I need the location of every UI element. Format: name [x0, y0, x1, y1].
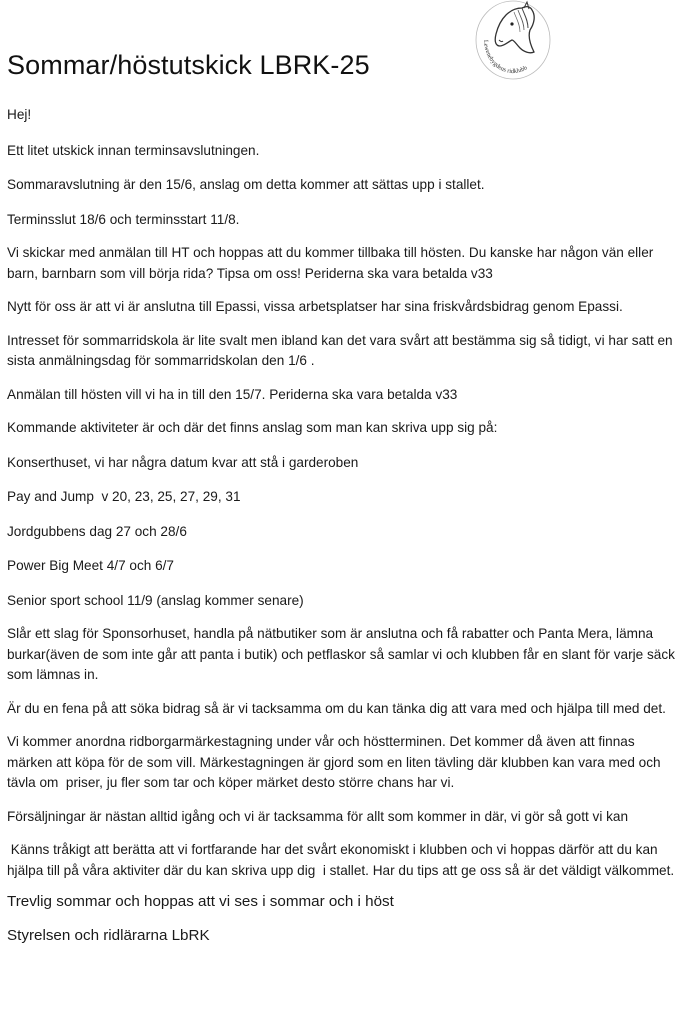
activity-konserthuset: Konserthuset, vi har några datum kvar att stå i garderoben — [7, 454, 359, 470]
paragraph-epassi: Nytt för oss är att vi är anslutna till Epassi, vissa arbetsplatser har sina friskvårdsbidrag genom Epassi. — [7, 299, 623, 314]
paragraph-ridborgarmarke: Vi kommer anordna ridborgarmärkestagning under vår och höstterminen. Det kommer då även att finnas märken att köpa för de som vill. Märkestagningen är gjord som en liten tävling där klubben kan vara med och tävla om priser, ju fler som tar och köper märket desto större chans har vi. — [7, 734, 665, 790]
paragraph-forsaljningar: Försäljningar är nästan alltid igång och vi är tacksamma för allt som kommer in där, vi gör så gott vi kan — [7, 808, 629, 824]
activity-pay-and-jump: Pay and Jump v 20, 23, 25, 27, 29, 31 — [7, 489, 241, 504]
paragraph-term-dates: Terminsslut 18/6 och terminsstart 11/8. — [7, 211, 240, 227]
paragraph-activities-intro: Kommande aktiviteter är och där det finns anslag som man kan skriva upp sig på: — [7, 420, 498, 435]
logo-text: Lewenebygdens ridklubb — [481, 39, 529, 76]
paragraph-bidrag: Är du en fena på att söka bidrag så är vi tacksamma om du kan tänka dig att vara med och hjälpa till med det. — [7, 700, 666, 716]
horse-head-icon — [474, 0, 552, 80]
paragraph-ekonomi: Känns tråkigt att berätta att vi fortfarande har det svårt ekonomiskt i klubben och vi hoppas därför att du kan hjälpa till på våra aktiviter där du kan skriva upp dig i stallet. Har du tips att ge oss så är det väldigt välkommet. — [7, 842, 675, 878]
closing-signature: Styrelsen och ridlärarna LbRK — [7, 927, 210, 944]
club-logo — [474, 0, 552, 80]
paragraph-greeting: Hej! — [7, 107, 32, 122]
letter-body — [7, 105, 683, 947]
activity-jordgubbens-dag: Jordgubbens dag 27 och 28/6 — [7, 523, 187, 539]
paragraph-sponsorhuset: Slår ett slag för Sponsorhuset, handla på nätbutiker som är anslutna och få rabatter och Panta Mera, lämna burkar(även de som inte går att panta i butik) och petflaskor så samlar vi och klubben får en slant för varje säck som lämnas in. — [7, 626, 679, 682]
closing-greeting: Trevlig sommar och hoppas att vi ses i sommar och i höst — [7, 893, 394, 910]
paragraph-intro: Ett litet utskick innan terminsavslutningen. — [7, 142, 260, 158]
activity-power-big-meet: Power Big Meet 4/7 och 6/7 — [7, 558, 174, 573]
activity-senior-sport-school: Senior sport school 11/9 (anslag kommer senare) — [7, 592, 304, 608]
paragraph-registration-ht: Vi skickar med anmälan till HT och hoppas att du kommer tillbaka till hösten. Du kanske har någon vän eller barn, barnbarn som vill börja rida? Tipsa om oss! Periderna ska vara betalda v33 — [7, 245, 658, 281]
paragraph-summer-end: Sommaravslutning är den 15/6, anslag om detta kommer att sättas upp i stallet. — [7, 177, 485, 192]
paragraph-autumn-registration: Anmälan till hösten vill vi ha in till den 15/7. Periderna ska vara betalda v33 — [7, 386, 458, 402]
paragraph-summer-school: Intresset för sommarridskola är lite svalt men ibland kan det vara svårt att bestämma sig så tidigt, vi har satt en sista anmälningsdag för sommarridskolan den 1/6 . — [7, 332, 677, 368]
page-title: Sommar/höstutskick LBRK-25 — [7, 50, 370, 80]
